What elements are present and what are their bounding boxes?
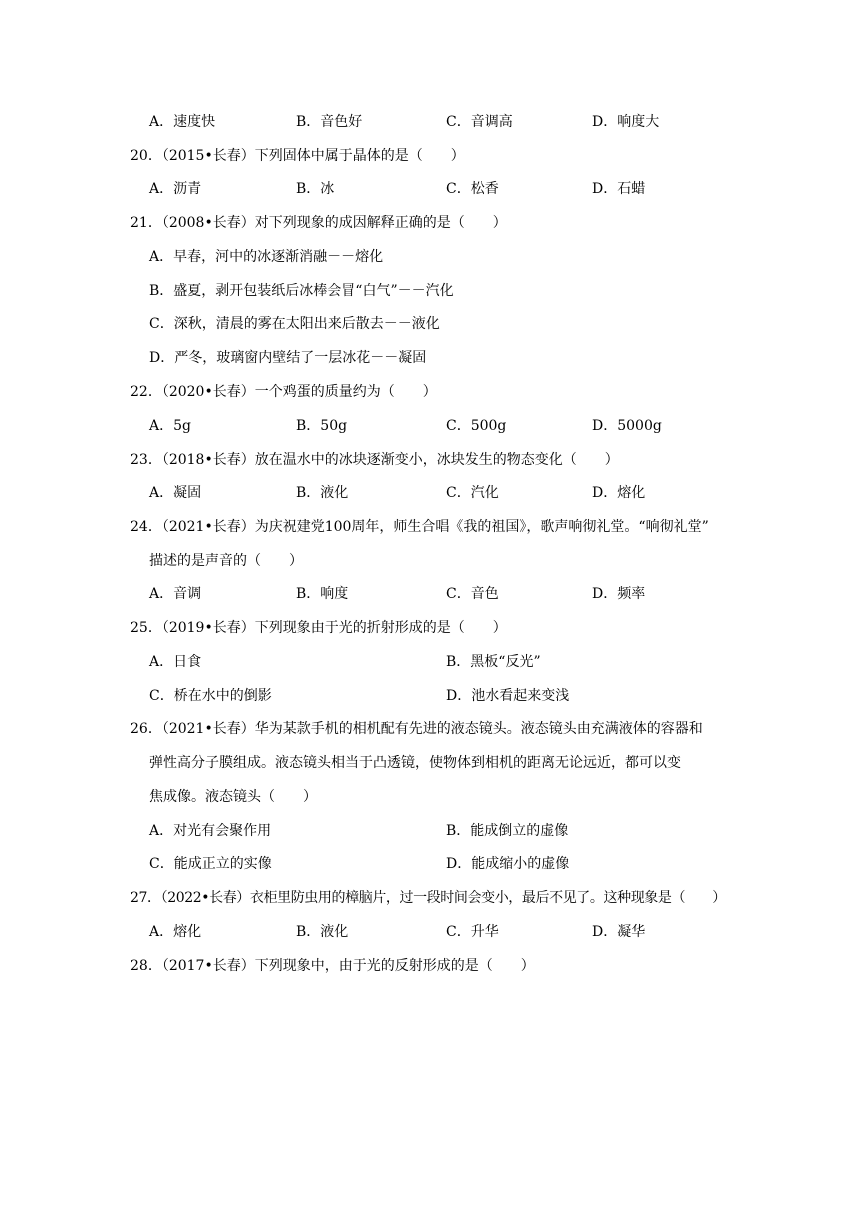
question-28-stem: 28．（2017•长春）下列现象中，由于光的反射形成的是（ ） bbox=[130, 958, 535, 974]
option-d: D．凝华 bbox=[592, 924, 646, 940]
option-b: B．响度 bbox=[296, 586, 349, 602]
option-d: D．池水看起来变浅 bbox=[446, 688, 570, 704]
option-c: C．500g bbox=[446, 418, 507, 434]
question-20-stem: 20．（2015•长春）下列固体中属于晶体的是（ ） bbox=[130, 148, 465, 164]
option-a: A．早春，河中的冰逐渐消融－－熔化 bbox=[149, 249, 384, 265]
option-a: A．速度快 bbox=[149, 114, 216, 130]
option-a: A．熔化 bbox=[149, 924, 202, 940]
question-24-stem-cont: 描述的是声音的（ ） bbox=[149, 553, 303, 569]
option-c: C．汽化 bbox=[446, 485, 499, 501]
option-d: D．熔化 bbox=[592, 485, 646, 501]
option-d: D．能成缩小的虚像 bbox=[446, 856, 570, 872]
question-22-stem: 22．（2020•长春）一个鸡蛋的质量约为（ ） bbox=[130, 384, 437, 400]
question-26-stem-cont2: 焦成像。液态镜头（ ） bbox=[149, 789, 317, 805]
option-a: A．5g bbox=[149, 418, 191, 434]
option-b: B．能成倒立的虚像 bbox=[446, 823, 569, 839]
option-c: C．松香 bbox=[446, 181, 499, 197]
option-a: A．音调 bbox=[149, 586, 202, 602]
option-b: B．盛夏，剥开包装纸后冰棒会冒“白气”－－汽化 bbox=[149, 283, 454, 299]
option-c: C．能成正立的实像 bbox=[149, 856, 272, 872]
option-d: D．严冬，玻璃窗内壁结了一层冰花－－凝固 bbox=[149, 350, 427, 366]
question-27-stem: 27．（2022•长春）衣柜里防虫用的樟脑片，过一段时间会变小，最后不见了。这种现象是（ ） bbox=[130, 890, 726, 906]
option-a: A．凝固 bbox=[149, 485, 202, 501]
option-b: B．液化 bbox=[296, 485, 349, 501]
option-c: C．桥在水中的倒影 bbox=[149, 688, 272, 704]
option-d: D．石蜡 bbox=[592, 181, 646, 197]
option-c: C．音调高 bbox=[446, 114, 513, 130]
option-d: D．频率 bbox=[592, 586, 646, 602]
option-c: C．音色 bbox=[446, 586, 499, 602]
option-d: D．响度大 bbox=[592, 114, 660, 130]
question-24-stem: 24．（2021•长春）为庆祝建党100周年，师生合唱《我的祖国》，歌声响彻礼堂。“响彻礼堂” bbox=[130, 519, 709, 535]
option-b: B．液化 bbox=[296, 924, 349, 940]
option-a: A．沥青 bbox=[149, 181, 202, 197]
question-23-stem: 23．（2018•长春）放在温水中的冰块逐渐变小，冰块发生的物态变化（ ） bbox=[130, 452, 619, 468]
option-c: C．升华 bbox=[446, 924, 499, 940]
question-26-stem-cont: 弹性高分子膜组成。液态镜头相当于凸透镜，使物体到相机的距离无论远近，都可以变 bbox=[149, 755, 681, 771]
question-26-stem: 26．（2021•长春）华为某款手机的相机配有先进的液态镜头。液态镜头由充满液体的容器和 bbox=[130, 721, 703, 737]
option-a: A．日食 bbox=[149, 654, 202, 670]
option-a: A．对光有会聚作用 bbox=[149, 823, 272, 839]
option-d: D．5000g bbox=[592, 418, 662, 434]
option-b: B．50g bbox=[296, 418, 348, 434]
option-b: B．黑板“反光” bbox=[446, 654, 541, 670]
question-21-stem: 21．（2008•长春）对下列现象的成因解释正确的是（ ） bbox=[130, 215, 507, 231]
option-b: B．音色好 bbox=[296, 114, 363, 130]
option-b: B．冰 bbox=[296, 181, 335, 197]
question-25-stem: 25．（2019•长春）下列现象由于光的折射形成的是（ ） bbox=[130, 620, 507, 636]
option-c: C．深秋，清晨的雾在太阳出来后散去－－液化 bbox=[149, 316, 440, 332]
